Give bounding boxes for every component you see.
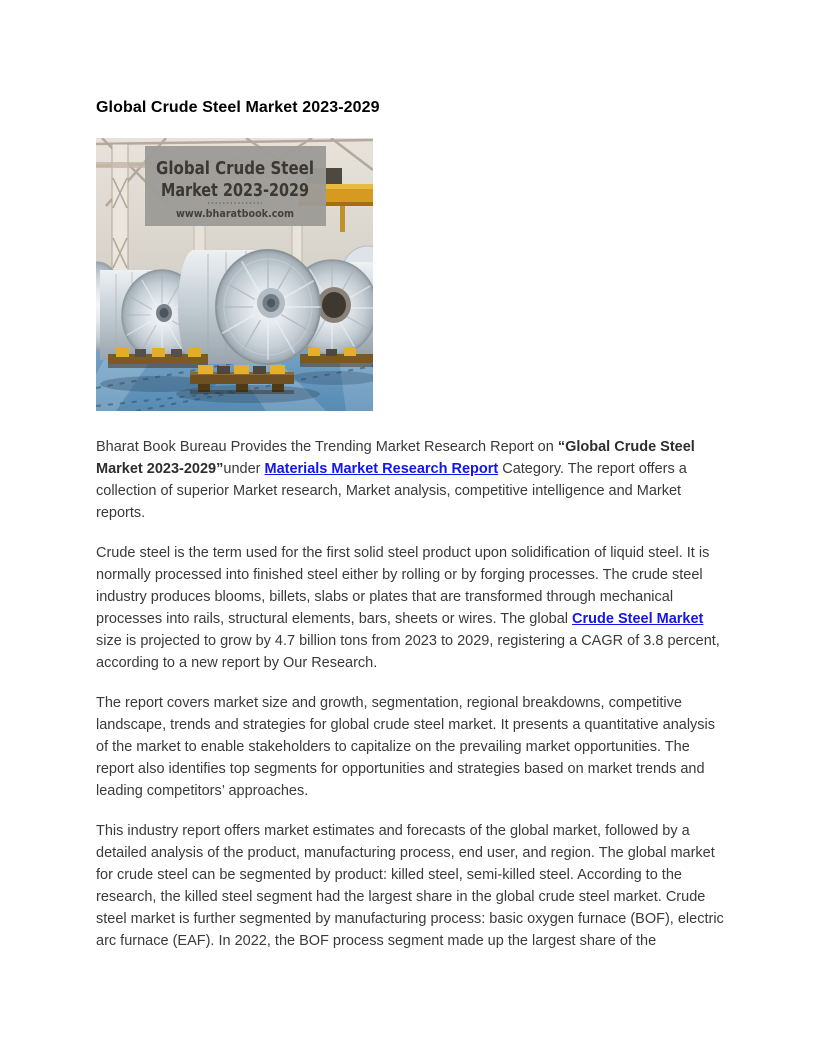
center-pallet	[190, 365, 294, 394]
hero-image	[96, 138, 373, 411]
left-pallet	[108, 348, 208, 368]
crude-steel-market-link[interactable]: Crude Steel Market	[572, 611, 704, 627]
caption-title-line2: Market 2023-2029	[161, 180, 309, 201]
caption-website: www.bharatbook.com	[176, 207, 294, 220]
report-title-bold: “Global Crude Steel Market 2023-2029”	[96, 439, 695, 477]
text-segment: Category. The report offers a collection of superior Market research, Market analysis, competitive intelligence and Market reports.	[96, 461, 687, 521]
paragraph-definition	[96, 542, 727, 674]
steel-coils-photo	[96, 138, 373, 411]
text-segment: Crude steel is the term used for the first solid steel product upon solidification of liquid steel. It is normally processed into finished steel either by rolling or by forging processes. The crude steel industry produces blooms, billets, slabs or plates that are transformed through mechanical processes into rails, structural elements, bars, sheets or wires. The global	[96, 545, 710, 627]
paragraph-intro	[96, 436, 727, 524]
text-segment: size is projected to grow by 4.7 billion tons from 2023 to 2029, registering a CAGR of 3.8 percent, according to a new report by Our Research.	[96, 633, 720, 671]
caption-overlay	[145, 146, 326, 226]
paragraph-segmentation	[96, 820, 727, 952]
paragraph-report-coverage	[96, 692, 727, 802]
text-segment: This industry report offers market estimates and forecasts of the global market, followed by a detailed analysis of the product, manufacturing process, end user, and region. The global market for crude steel can be segmented by product: killed steel, semi-killed steel. According to the research, the killed steel segment had the largest share in the global crude steel market. Crude steel market is further segmented by manufacturing process: basic oxygen furnace (BOF), electric arc furnace (EAF). In 2022, the BOF process segment made up the largest share of the	[96, 823, 724, 949]
text-segment: Bharat Book Bureau Provides the Trending Market Research Report on	[96, 439, 558, 455]
text-segment: The report covers market size and growth, segmentation, regional breakdowns, competitive landscape, trends and strategies for global crude steel market. It presents a quantitative analysis of the market to enable stakeholders to capitalize on the prevailing market opportunities. The report also identifies top segments for opportunities and strategies based on market trends and leading competitors’ approaches.	[96, 695, 716, 799]
materials-market-research-report-link[interactable]: Materials Market Research Report	[264, 461, 499, 477]
caption-title-line1: Global Crude Steel	[156, 158, 314, 179]
text-segment: under	[223, 461, 265, 477]
page-title: Global Crude Steel Market 2023-2029	[96, 99, 380, 116]
